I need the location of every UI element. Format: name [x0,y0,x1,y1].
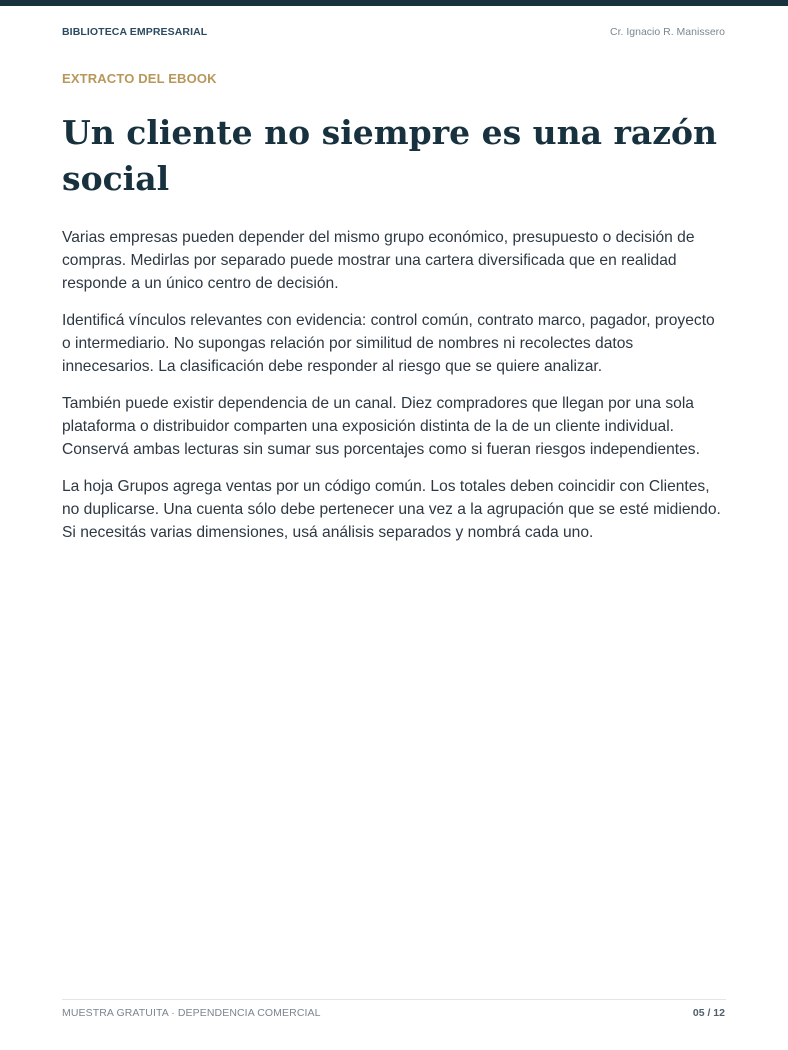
paragraph: Varias empresas pueden depender del mismo grupo económico, presupuesto o decisión de compras. Medirlas por separado puede mostrar una cartera diversificada que en realidad responde a un único centro de decisión. [62,229,695,292]
page-title: Un cliente no siempre es una razón social [62,113,718,198]
footer-label: MUESTRA GRATUITA · DEPENDENCIA COMERCIAL [62,1007,321,1019]
page-number: 05 / 12 [692,1007,725,1019]
section-kicker: EXTRACTO DEL EBOOK [62,71,217,86]
library-name: BIBLIOTECA EMPRESARIAL [62,26,208,38]
paragraph: La hoja Grupos agrega ventas por un código común. Los totales deben coincidir con Clientes, no duplicarse. Una cuenta sólo debe pertenecer una vez a la agrupación que se esté midiendo. Si necesitás varias dimensiones, usá análisis separados y nombrá cada uno. [62,478,721,541]
article-body [62,226,727,558]
paragraph: Identificá vínculos relevantes con evidencia: control común, contrato marco, pagador, proyecto o intermediario. No supongas relación por similitud de nombres ni recolectes datos innecesarios. La clasificación debe responder al riesgo que se quiere analizar. [62,312,715,375]
paragraph: También puede existir dependencia de un canal. Diez compradores que llegan por una sola plataforma o distribuidor comparten una exposición distinta de la de un cliente individual. Conservá ambas lecturas sin sumar sus porcentajes como si fueran riesgos independientes. [62,395,700,458]
running-header [62,25,725,39]
running-footer [62,1006,725,1020]
footer-divider [62,999,726,1000]
author-name: Cr. Ignacio R. Manissero [610,26,725,38]
top-accent-bar [0,0,788,6]
